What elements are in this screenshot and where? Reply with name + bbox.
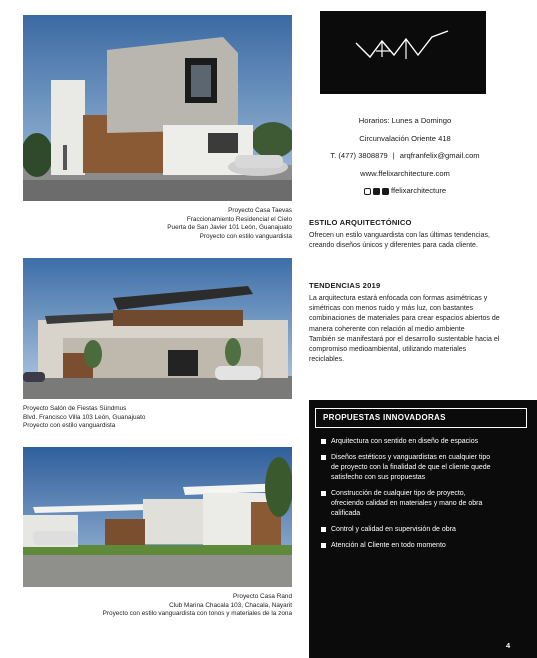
separator: | — [392, 151, 395, 160]
tendencias-text-1: La arquitectura estará enfocada con formas asimétricas y simétricas con menos ruido y más luz, con bastantes combinaciones de materiales para crear espacios abiertos de manera coherente con relación al medio ambiente — [309, 295, 500, 333]
social-handle[interactable]: ffelixarchitecture — [390, 186, 447, 195]
project-photo-salon-sundmus — [23, 258, 292, 399]
list-item: Diseños estéticos y vanguardistas en cualquier tipo de proyecto con la finalidad de que el cliente quede satisfecho con sus propuestas — [321, 453, 496, 483]
caption-salon-sundmus: Proyecto Salón de Fiestas Sündmus Blvd. Francisco Villa 103 León, Guanajuato Proyecto con estilo vanguardista — [23, 405, 146, 430]
propuestas-list — [321, 437, 496, 557]
website-link[interactable]: www.ffelixarchitecture.com — [360, 168, 450, 178]
project-photo-casa-rand — [23, 447, 292, 587]
list-item: Arquitectura con sentido en diseño de espacios — [321, 437, 496, 447]
propuestas-heading: PROPUESTAS INNOVADORAS — [315, 408, 527, 428]
propuestas-panel — [309, 400, 537, 658]
tendencias-heading: TENDENCIAS 2019 — [309, 281, 381, 290]
estilo-heading: ESTILO ARQUITECTÓNICO — [309, 218, 412, 227]
list-item: Construcción de cualquier tipo de proyecto, ofreciendo calidad en materiales y mano de obra calificada — [321, 489, 496, 519]
facebook-icon[interactable] — [373, 188, 380, 195]
estilo-text: Ofrecen un estilo vanguardista con las últimas tendencias, creando diseños únicos y diferentes para cada cliente. — [309, 232, 490, 250]
section-tendencias — [309, 281, 501, 365]
business-hours: Horarios: Lunes a Domingo — [358, 116, 452, 125]
phone-number: T. (477) 3808879 — [330, 151, 388, 160]
list-item: Control y calidad en supervisión de obra — [321, 525, 496, 535]
section-estilo — [309, 218, 501, 251]
caption-casa-rand: Proyecto Casa Rand Club Marina Chacala 103, Chacala, Nayarit Proyecto con estilo vanguardista con tonos y materiales de la zona — [102, 593, 292, 618]
instagram-icon[interactable] — [364, 188, 371, 195]
project-photo-casa-taevas — [23, 15, 292, 201]
brand-logo — [320, 11, 486, 94]
email-link[interactable]: arqfranfelix@gmail.com — [399, 151, 480, 160]
address: Circunvalación Oriente 418 — [359, 133, 451, 143]
list-item: Atención al Cliente en todo momento — [321, 541, 496, 551]
linkedin-icon[interactable] — [382, 188, 389, 195]
social-line — [305, 182, 505, 200]
contact-info — [305, 112, 505, 200]
caption-casa-taevas: Proyecto Casa Taevas Fraccionamiento Residencial el Cielo Puerta de San Javier 101 León, Guanajuato Proyecto con estilo vanguardista — [167, 207, 292, 240]
page-number: 4 — [506, 641, 511, 650]
tendencias-text-2: También se manifestará por el desarrollo sustentable hacia el compromiso medioambiental, utilizando materiales reciclables. — [309, 335, 500, 364]
phone-email-line — [305, 147, 505, 165]
